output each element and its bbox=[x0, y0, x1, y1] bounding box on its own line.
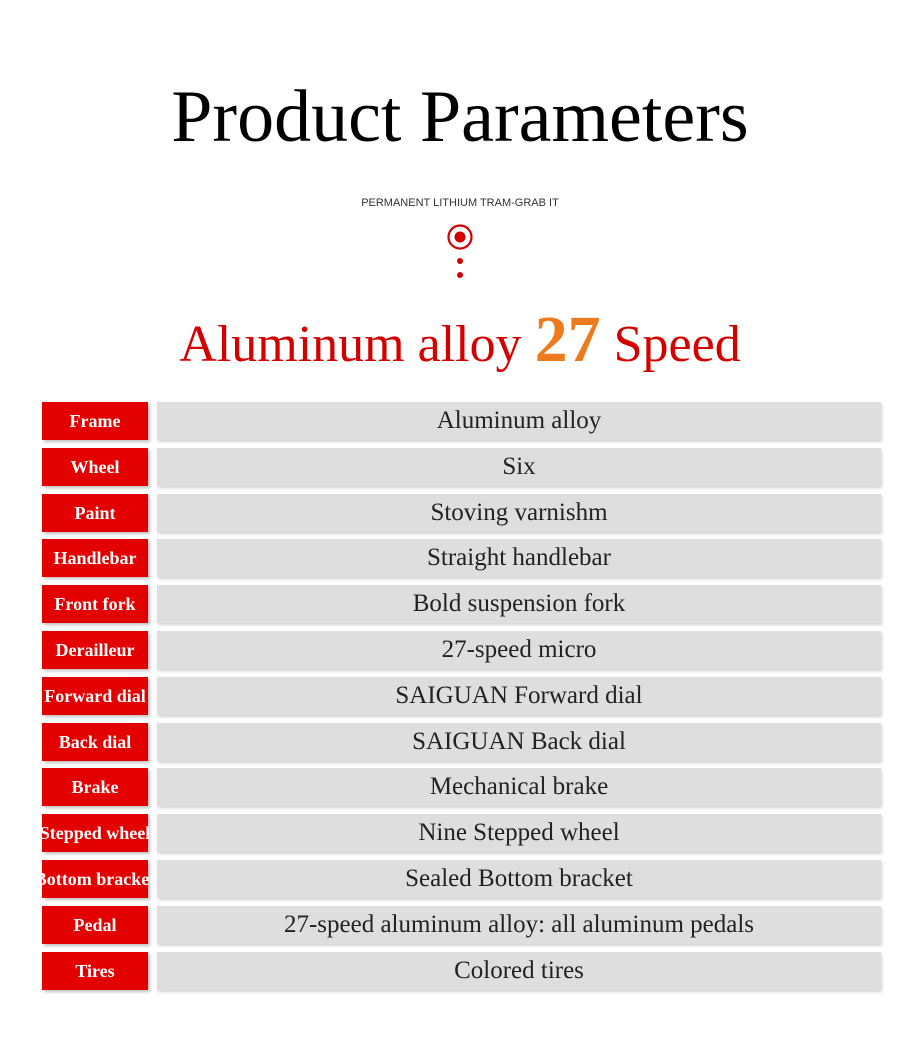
spec-value: 27-speed micro bbox=[157, 631, 881, 669]
spec-row bbox=[0, 402, 920, 440]
spec-row bbox=[0, 768, 920, 806]
spec-label: Back dial bbox=[42, 723, 148, 761]
spec-label: Brake bbox=[42, 768, 148, 806]
subtitle: PERMANENT LITHIUM TRAM-GRAB IT bbox=[361, 197, 559, 209]
spec-label: Pedal bbox=[42, 906, 148, 944]
spec-value: Colored tires bbox=[157, 952, 881, 990]
spec-label: Handlebar bbox=[42, 539, 148, 577]
spec-value: Six bbox=[157, 448, 881, 486]
spec-row bbox=[0, 539, 920, 577]
spec-row bbox=[0, 723, 920, 761]
spec-row bbox=[0, 860, 920, 898]
spec-label: Front fork bbox=[42, 585, 148, 623]
page-title: Product Parameters bbox=[171, 76, 749, 158]
spec-value: Straight handlebar bbox=[157, 539, 881, 577]
spec-row bbox=[0, 677, 920, 715]
spec-row bbox=[0, 631, 920, 669]
spec-value: 27-speed aluminum alloy: all aluminum pedals bbox=[157, 906, 881, 944]
spec-label: Bottom bracket bbox=[42, 860, 148, 898]
spec-value: Aluminum alloy bbox=[157, 402, 881, 440]
spec-label: Frame bbox=[42, 402, 148, 440]
spec-value: Nine Stepped wheel bbox=[157, 814, 881, 852]
spec-row bbox=[0, 814, 920, 852]
spec-label: Wheel bbox=[42, 448, 148, 486]
spec-row bbox=[0, 906, 920, 944]
spec-label: Stepped wheel bbox=[42, 814, 148, 852]
spec-value: Stoving varnishm bbox=[157, 494, 881, 532]
headline-suffix: Speed bbox=[613, 316, 741, 373]
headline-number: 27 bbox=[534, 303, 601, 376]
spec-value: SAIGUAN Back dial bbox=[157, 723, 881, 761]
spec-value: SAIGUAN Forward dial bbox=[157, 677, 881, 715]
spec-row bbox=[0, 448, 920, 486]
spec-value: Bold suspension fork bbox=[157, 585, 881, 623]
headline-prefix: Aluminum alloy bbox=[179, 316, 522, 373]
spec-label: Paint bbox=[42, 494, 148, 532]
spec-row bbox=[0, 494, 920, 532]
spec-row bbox=[0, 952, 920, 990]
spec-label: Derailleur bbox=[42, 631, 148, 669]
spec-row bbox=[0, 585, 920, 623]
spec-label: Tires bbox=[42, 952, 148, 990]
spec-value: Mechanical brake bbox=[157, 768, 881, 806]
spec-label: Forward dial bbox=[42, 677, 148, 715]
spec-value: Sealed Bottom bracket bbox=[157, 860, 881, 898]
